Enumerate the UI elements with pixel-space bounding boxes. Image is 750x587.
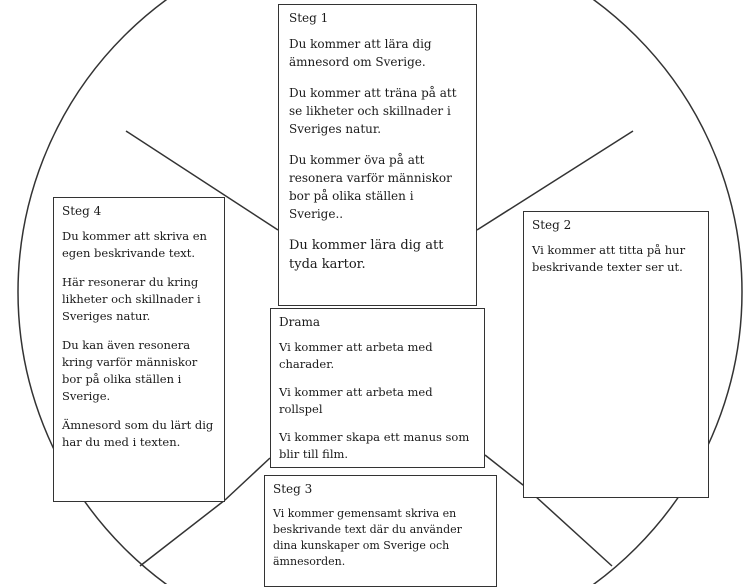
steg-1-text-3: Du kommer öva på att resonera varför människor bor på olika ställen i Sverige..: [289, 153, 452, 221]
steg-1-text-1: Du kommer att lära dig ämnesord om Sverige.: [289, 37, 432, 69]
box-steg-3: [264, 475, 497, 587]
box-steg-4: [53, 197, 225, 502]
box-steg-1: [278, 4, 477, 306]
drama-text-2: Vi kommer att arbeta med rollspel: [279, 385, 433, 416]
steg-4-title: Steg 4: [62, 204, 102, 218]
drama-title: Drama: [279, 315, 321, 329]
steg-4-text-3: Du kan även resonera kring varför människor bor på olika ställen i Sverige.: [62, 338, 198, 403]
steg-3-title: Steg 3: [273, 482, 313, 496]
steg-2-text-1: Vi kommer att titta på hur beskrivande texter ser ut.: [532, 243, 686, 274]
steg-4-text-4: Ämnesord som du lärt dig har du med i texten.: [62, 418, 214, 449]
steg-1-text-4: Du kommer lära dig att tyda kartor.: [289, 238, 444, 272]
drama-text-3: Vi kommer skapa ett manus som blir till film.: [279, 430, 470, 461]
drama-text-1: Vi kommer att arbeta med charader.: [279, 340, 433, 371]
steg-1-title: Steg 1: [289, 11, 329, 25]
box-drama: [270, 308, 485, 468]
steg-2-title: Steg 2: [532, 218, 572, 232]
steg-4-text-1: Du kommer att skriva en egen beskrivande text.: [62, 229, 207, 260]
divider-bottom-left-outer: [140, 500, 225, 566]
box-steg-2: [523, 211, 709, 498]
steg-3-text-1: Vi kommer gemensamt skriva en beskrivande text där du använder dina kunskaper om Sverige och ämnesorden.: [273, 507, 462, 568]
steg-1-text-2: Du kommer att träna på att se likheter och skillnader i Sveriges natur.: [289, 86, 457, 136]
steg-4-text-2: Här resonerar du kring likheter och skillnader i Sveriges natur.: [62, 275, 201, 323]
